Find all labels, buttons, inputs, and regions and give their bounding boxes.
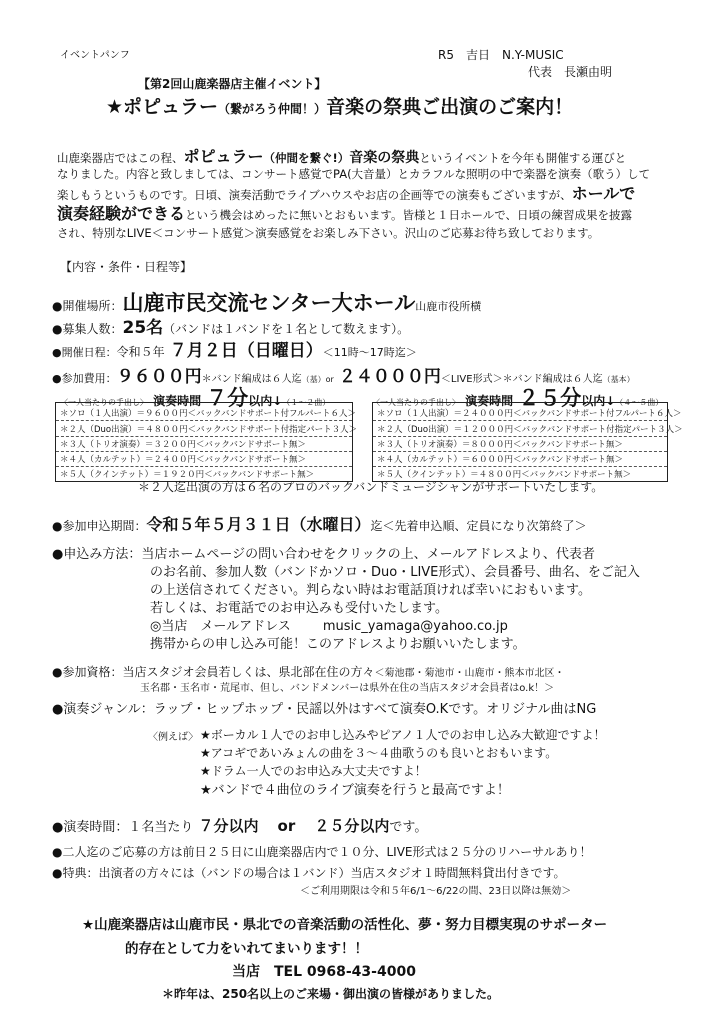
event-subtitle: 【第2回山鹿楽器店主催イベント】 [138, 77, 327, 91]
rehearsal-note: ●二人迄のご応募の方は前日２５日に山鹿楽器店内で１０分、LIVE形式は２５分のリハーサルあり！ [52, 845, 592, 859]
plan-right-row: ＊３人（トリオ演奏）＝８０００円＜バックバンドサポート無＞ [377, 440, 623, 450]
qualify-main: ●参加資格：当店スタジオ会員若しくは、県北部在住の方々 [52, 665, 375, 679]
intro-emph-connect: （仲間を繋ぐ!） [263, 151, 350, 165]
intro-emph-hall: ホールで [571, 184, 636, 203]
row-divider [373, 436, 667, 437]
recruit-count: 25名 [122, 318, 164, 338]
row-divider [56, 436, 352, 437]
plan-right-table [372, 402, 683, 482]
intro-text: 山鹿楽器店ではこの程、 [57, 151, 184, 165]
plan-left-per: 〈一人当たりの手出し〉 [60, 398, 148, 407]
examples-label: 〈例えば〉 [148, 732, 199, 743]
fee-note-1b: （基）or [301, 375, 334, 384]
plan-right-per: 〈一人当たりの手出し〉 [372, 398, 460, 407]
deadline-date: 令和５年５月３１日（水曜日） [146, 515, 371, 534]
plan-left-table [55, 402, 358, 482]
qualify-line-1 [52, 661, 564, 680]
deadline-label: ●参加申込期間： [52, 519, 147, 533]
perf-time-or: or [277, 817, 296, 835]
intro-line-4 [57, 205, 632, 224]
row-divider [373, 420, 667, 421]
row-divider [373, 451, 667, 452]
date-time: ＜11時〜17時迄＞ [322, 346, 417, 359]
intro-line-2: なりました。内容と致しましては、コンサート感覚でPA(大音量）とカラフルな照明の中で楽器を演奏（歌う）して [57, 167, 651, 181]
fee-price-1: ９６００円 [116, 367, 202, 387]
perk-line-1: ●特典：出演者の方々には（バンドの場合は１バンド）当店スタジオ１時間無料貸出付きです。 [52, 866, 566, 880]
page-title [106, 92, 573, 119]
title-part1: ★ポピュラー [106, 96, 219, 118]
apply-line-5 [150, 615, 508, 634]
row-divider [56, 451, 352, 452]
apply-line-2: のお名前、参加人数（バンドかソロ・Duo・LIVE形式）、会員番号、曲名、をご記入 [150, 565, 640, 580]
deadline-note: 迄＜先着申込順、定員になり次第終了＞ [370, 519, 587, 533]
date-label: ●開催日程： [52, 346, 117, 359]
closing-line-1: ★山鹿楽器店は山鹿市民・県北での音楽活動の活性化、夢・努力目標実現のサポーター [82, 917, 608, 933]
support-note: ＊２人迄出演の方は６名のプロのバックバンドミュージシャンがサポートいたします。 [138, 480, 604, 494]
plan-left-row: ＊４人（カルテット）＝２４００円＜バックバンドサポート無＞ [60, 455, 306, 465]
perk-line-2: ＜ご利用期限は令和５年6/1〜6/22の間、23日以降は無効＞ [300, 886, 572, 897]
fee-note-2: ＜LIVE形式＞＊バンド編成は６人迄 [440, 374, 603, 385]
title-part2: （繋がろう仲間！） [218, 102, 327, 116]
fee-label: ●参加費用： [52, 372, 117, 385]
store-phone: 当店 TEL 0968-43-4000 [232, 964, 416, 980]
fee-price-2: ２４０００円 [338, 367, 441, 387]
title-part3: 音楽の祭典ご出演のご案内！ [326, 96, 574, 118]
genre-line: ●演奏ジャンル：ラップ・ヒップホップ・民謡以外はすべて演奏O.Kです。オリジナル曲はNG [52, 702, 597, 717]
row-divider [56, 466, 352, 467]
intro-line-5: され、特別なLIVE＜コンサート感覚＞演奏感覚をお楽しみ下さい。沢山のご応募お待ち致しております。 [57, 226, 600, 240]
plan-left-row: ＊３人（トリオ演奏）＝３２００円＜バックバンドサポート無＞ [60, 440, 306, 450]
intro-text: 楽しもうというものです。日頃、演奏活動でライブハウスやお店の企画等での演奏もございますが、 [57, 188, 572, 202]
plan-left-row: ＊２人（Duo出演）＝４８００円＜バックバンドサポート付指定パート３人＞ [60, 425, 358, 435]
plan-right-time-label: 演奏時間 [465, 394, 514, 408]
intro-line-3 [57, 185, 635, 204]
date-line [52, 336, 417, 361]
plan-left-row: ＊ソロ（１人出演）＝９６００円＜バックバンドサポート付フルパート６人＞ [60, 409, 357, 419]
example-item: ★ボーカル１人でのお申し込みやピアノ１人でのお申し込み大歓迎ですよ！ [200, 728, 606, 742]
recruit-note: （バンドは１バンドを１名として数えます）。 [163, 322, 410, 336]
plan-right-row: ＊２人（Duo出演）＝１２０００円＜バックバンドサポート付指定パート３人＞ [377, 425, 683, 435]
intro-line-1 [57, 148, 626, 167]
perf-time-label: ●演奏時間：１名当たり [52, 820, 194, 835]
perf-time-7min: ７分以内 [198, 817, 259, 835]
perf-time-tail: です。 [389, 820, 428, 835]
apply-line-3: の上送信されてください。判らない時はお電話頂ければ幸いにおもいます。 [150, 583, 591, 598]
doc-type-label: イベントパンフ [60, 50, 130, 61]
plan-left-songs: （１〜２曲） [282, 398, 331, 407]
apply-line-4: 若しくは、お電話でのお申込みも受付いたします。 [150, 601, 448, 616]
intro-text: というイベントを今年も開催する運びと [419, 151, 627, 165]
fee-note-1: ＊バンド編成は６人迄 [201, 374, 302, 385]
section-label: 【内容・条件・日程等】 [60, 260, 193, 274]
closing-note: ＊昨年は、250名以上のご来場・御出演の皆様がありました。 [162, 987, 500, 1001]
intro-emph-experience: 演奏経験ができる [57, 204, 186, 223]
example-item: ★アコギであいみょんの曲を３〜４曲歌うのも良いとおもいます。 [200, 746, 558, 760]
qualify-line-2: 玉名郡・玉名市・荒尾市、但し、バンドメンバーは県外在住の当店スタジオ会員者はo.k！＞ [140, 683, 555, 694]
plan-right-row: ＊ソロ（１人出演）＝２４０００円＜バックバンドサポート付フルパート６人＞ [377, 409, 682, 419]
row-divider [373, 466, 667, 467]
intro-emph-popular: ポピュラー [183, 147, 264, 166]
intro-text: という機会はめったに無いとおもいます。皆様と１日ホールで、日頃の練習成果を披露 [185, 208, 633, 222]
qualify-areas: ＜菊池郡・菊池市・山鹿市・熊本市北区・ [374, 668, 565, 679]
apply-line-1: ●申込み方法：当店ホームページの問い合わせをクリックの上、メールアドレスより、代表者 [52, 547, 595, 562]
header-date-org: R5 吉日 N.Y-MUSIC [438, 48, 564, 62]
email-label: ◎当店 メールアドレス [150, 619, 291, 634]
plan-left-time-label: 演奏時間 [153, 394, 202, 408]
venue-note: 山鹿市役所横 [415, 300, 482, 313]
plan-right-row: ＊４人（カルテット）＝６０００円＜バックバンドサポート無＞ [377, 455, 623, 465]
plan-left-minutes: ７分 [206, 386, 249, 410]
date-day: ７月２日（日曜日） [169, 341, 323, 361]
plan-right-row: ＊５人（クインテット）＝４８００円＜バックバンドサポート無＞ [377, 470, 632, 480]
fee-note-2b: （基本） [602, 375, 635, 384]
intro-emph-festival: 音楽の祭典 [349, 150, 420, 166]
header-representative: 代表 長瀬由明 [528, 65, 613, 79]
venue-label: ●開催場所： [52, 299, 123, 313]
plan-right-minutes: ２５分 [518, 386, 582, 410]
perf-time-line [52, 815, 427, 836]
email-address[interactable]: music_yamaga@yahoo.co.jp [322, 619, 508, 634]
recruit-label: ●募集人数： [52, 322, 123, 336]
example-item: ★バンドで４曲位のライブ演奏を行うと最高ですよ！ [200, 783, 510, 798]
plan-right-songs: （４〜５曲） [615, 398, 664, 407]
plan-left-within: 以内↓ [248, 394, 283, 408]
apply-line-6: 携帯からの申し込み可能！このアドレスよりお願いいたします。 [150, 637, 526, 652]
recruit-line [52, 313, 409, 338]
example-item: ★ドラム一人でのお申込み大丈夫ですよ！ [200, 764, 427, 778]
plan-left-row: ＊５人（クインテット）＝１９２０円＜バックバンドサポート無＞ [60, 470, 315, 480]
venue-name: 山鹿市民交流センター大ホール [122, 291, 416, 315]
deadline-line [52, 512, 587, 535]
row-divider [56, 420, 352, 421]
closing-line-2: 的存在として力をいれてまいります！！ [125, 941, 368, 957]
date-era: 令和５年 [116, 345, 165, 359]
plan-right-within: 以内↓ [581, 394, 616, 408]
perf-time-25min: ２５分以内 [314, 817, 390, 835]
